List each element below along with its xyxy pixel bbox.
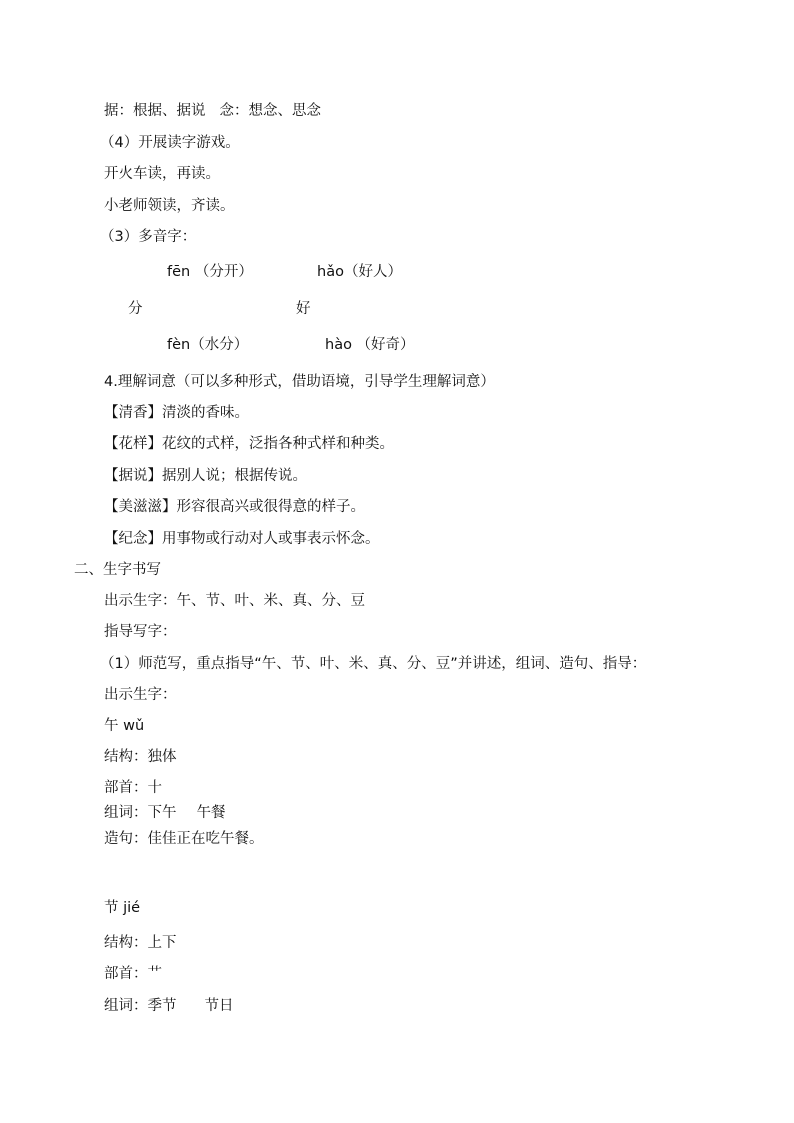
definition-qingxiang: 【清香】清淡的香味。: [104, 405, 249, 421]
definition-meizizi: 【美滋滋】形容很高兴或很得意的样子。: [104, 499, 365, 515]
char-fen: 分: [128, 301, 143, 317]
text-ju-words: 据：根据、据说: [104, 103, 206, 119]
text-understand-meaning: 4.理解词意（可以多种形式，借助语境，引导学生理解词意）: [104, 374, 495, 390]
definition-huayang: 【花样】花纹的式样，泛指各种式样和种类。: [104, 436, 394, 452]
pinyin-hao-fourth-tone: hào （好奇）: [325, 337, 415, 353]
text-polyphonic-heading: （3）多音字：: [100, 229, 197, 245]
text-writing-guide: 指导写字：: [104, 624, 177, 640]
text-show-characters-2: 出示生字：: [104, 687, 177, 703]
wu-sentence: 造句：佳佳正在吃午餐。: [104, 831, 264, 847]
char-jie-pinyin: 节 jié: [104, 900, 141, 916]
pinyin-hao-third-tone: hǎo（好人）: [317, 264, 402, 280]
pinyin-fen-first-tone: fēn （分开）: [167, 264, 253, 280]
definition-jushuo: 【据说】据别人说；根据传说。: [104, 468, 307, 484]
jie-words-1: 组词：季节: [104, 998, 177, 1014]
text-train-reading: 开火车读，再读。: [104, 166, 220, 182]
text-line-ju-nian: [104, 101, 321, 121]
text-little-teacher: 小老师领读，齐读。: [104, 198, 235, 214]
text-reading-game: （4）开展读字游戏。: [100, 135, 240, 151]
wu-structure: 结构：独体: [104, 749, 177, 765]
wu-words: [104, 803, 226, 823]
text-teacher-demo: （1）师范写，重点指导“午、节、叶、米、真、分、豆”并讲述，组词、造句、指导：: [100, 656, 647, 672]
jie-words: [104, 996, 234, 1016]
jie-radical: 部首：艹: [104, 966, 162, 982]
wu-words-2: 午餐: [196, 805, 226, 821]
text-nian-words: 念：想念、思念: [219, 103, 321, 119]
jie-structure: 结构：上下: [104, 935, 177, 951]
pinyin-fen-fourth-tone: fèn（水分）: [167, 337, 249, 353]
definition-jinian: 【纪念】用事物或行动对人或事表示怀念。: [104, 531, 380, 547]
char-hao: 好: [296, 301, 311, 317]
char-wu-pinyin: 午 wǔ: [104, 718, 145, 734]
text-show-characters: 出示生字：午、节、叶、米、真、分、豆: [104, 593, 365, 609]
wu-words-1: 组词：下午: [104, 805, 177, 821]
jie-words-2: 节日: [204, 998, 234, 1014]
wu-radical: 部首：十: [104, 780, 162, 796]
section-heading-writing: 二、生字书写: [74, 562, 161, 578]
